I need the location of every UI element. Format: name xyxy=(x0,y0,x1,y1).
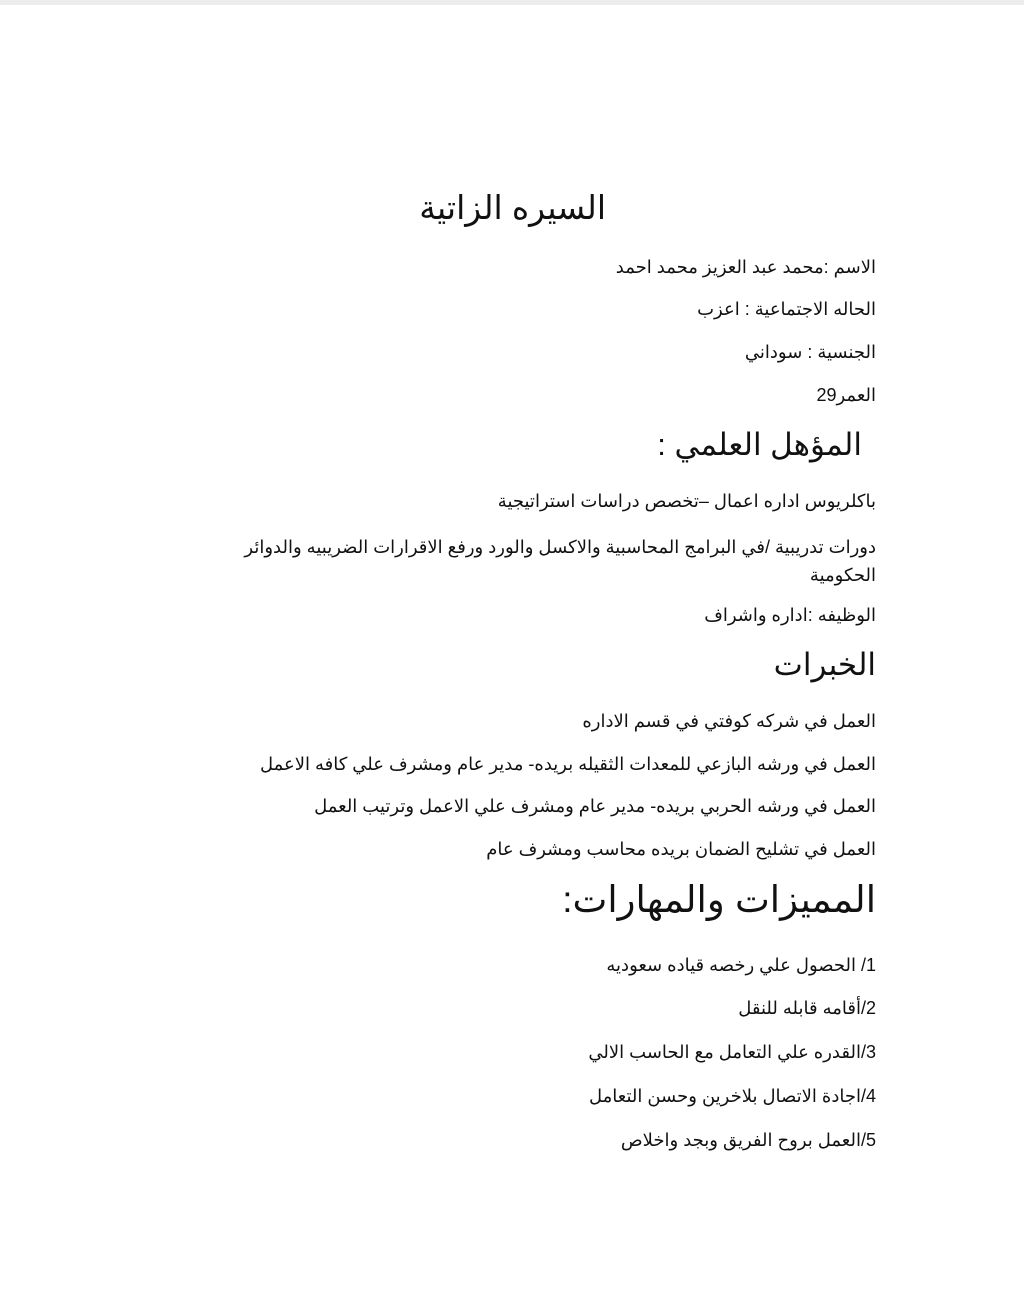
job-line: الوظيفه :اداره واشراف xyxy=(704,605,876,625)
degree-line: باكلريوس اداره اعمال –تخصص دراسات استراتيجية xyxy=(497,491,876,511)
education-heading: المؤهل العلمي : xyxy=(657,427,862,462)
skill-item: 4/اجادة الاتصال بلاخرين وحسن التعامل xyxy=(589,1086,876,1106)
experience-item: العمل في ورشه الحربي بريده- مدير عام ومشرف علي الاعمل وترتيب العمل xyxy=(314,796,876,816)
name-line: الاسم :محمد عبد العزيز محمد احمد xyxy=(615,257,876,277)
age-line: العمر29 xyxy=(816,385,876,405)
nationality-line: الجنسية : سوداني xyxy=(744,342,876,362)
document-title: السيره الزاتية xyxy=(419,189,606,226)
skill-item: 2/أقامه قابله للنقل xyxy=(738,998,876,1018)
experience-item: العمل في تشليح الضمان بريده محاسب ومشرف عام xyxy=(486,839,876,859)
skill-item: 1/ الحصول علي رخصه قياده سعوديه xyxy=(606,955,876,975)
skills-heading: المميزات والمهارات: xyxy=(562,879,876,920)
skill-item: 3/القدره علي التعامل مع الحاسب الالي xyxy=(588,1042,876,1062)
skill-item: 5/العمل بروح الفريق وبجد واخلاص xyxy=(620,1130,876,1150)
experience-item: العمل في شركه كوفتي في قسم الاداره xyxy=(582,711,876,731)
courses-line: دورات تدريبية /في البرامج المحاسبية والاكسل والورد ورفع الاقرارات الضريبيه والدوائر الحكومية xyxy=(244,537,876,585)
marital-status-line: الحاله الاجتماعية : اعزب xyxy=(697,299,876,319)
experience-heading: الخبرات xyxy=(773,647,876,682)
experience-item: العمل في ورشه البازعي للمعدات الثقيله بريده- مدير عام ومشرف علي كافه الاعمل xyxy=(259,754,876,774)
page-top-edge xyxy=(0,0,1024,5)
